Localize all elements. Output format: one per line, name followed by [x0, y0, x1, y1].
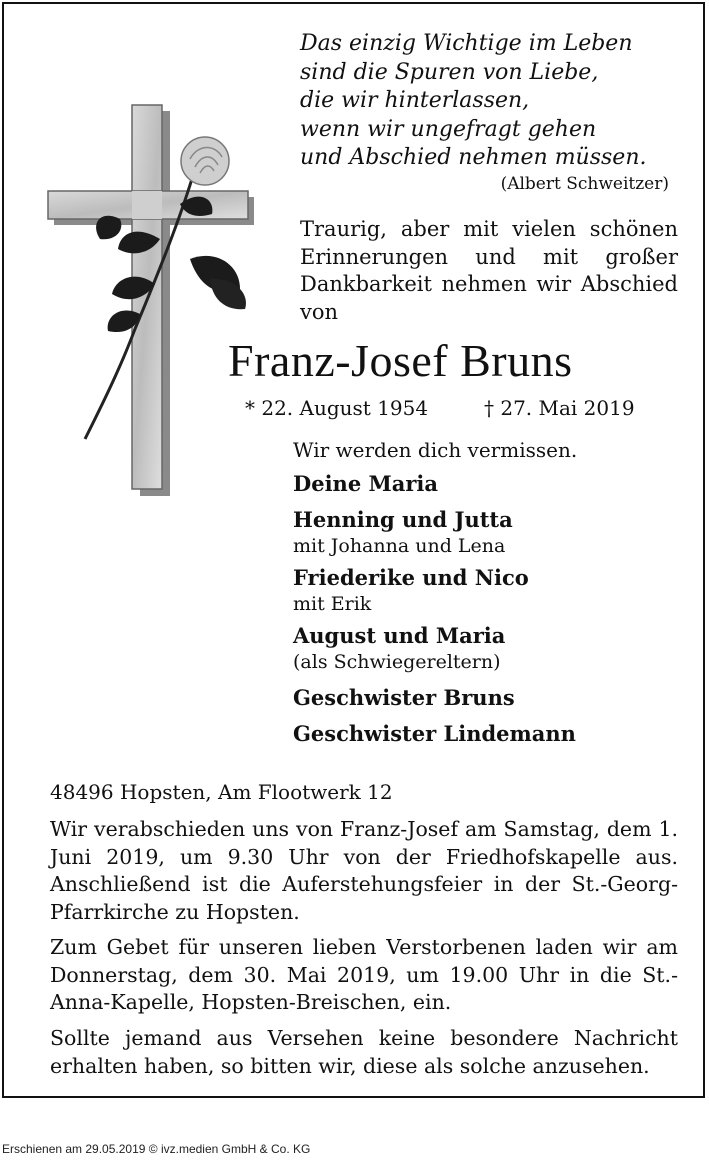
quote-line: und Abschied nehmen müssen. [300, 145, 647, 170]
mourners-list [293, 470, 693, 748]
quote-author: (Albert Schweitzer) [500, 174, 669, 194]
quote-line: wenn wir ungefragt gehen [300, 116, 597, 142]
mourner-name: August und Maria [293, 623, 506, 648]
intro-text: Traurig, aber mit vielen schönen Erinnerungen und mit großer Dankbarkeit nehmen wir Abschied von [300, 217, 678, 324]
publication-footer: Erschienen am 29.05.2019 © ivz.medien GmbH & Co. KG [2, 1142, 311, 1156]
mourner-name: Henning und Jutta [293, 507, 513, 532]
obituary-frame [2, 2, 705, 1098]
notice-paragraph: Sollte jemand aus Versehen keine besondere Nachricht erhalten haben, so bitten wir, diese als solche anzusehen. [50, 1026, 678, 1078]
mourner-sub: mit Erik [293, 593, 372, 615]
cross-with-rose-icon [40, 99, 265, 499]
mourner-name: Deine Maria [293, 471, 438, 496]
quote-line: sind die Spuren von Liebe, [300, 59, 599, 85]
miss-text: Wir werden dich vermissen. [293, 438, 578, 462]
mourner-name: Geschwister Lindemann [293, 721, 576, 746]
funeral-paragraph: Wir verabschieden uns von Franz-Josef am Samstag, dem 1. Juni 2019, um 9.30 Uhr von der Friedhofskapelle aus. Anschließend ist die Auferstehungsfeier in der St.-Georg-Pfarrkirche zu Hopsten. [50, 817, 678, 924]
address: 48496 Hopsten, Am Flootwerk 12 [50, 780, 393, 804]
mourner-sub: mit Johanna und Lena [293, 535, 506, 557]
deceased-name: Franz-Josef Bruns [228, 335, 573, 386]
death-date: † 27. Mai 2019 [484, 396, 635, 420]
quote-line: die wir hinterlassen, [300, 88, 530, 113]
mourner-name: Friederike und Nico [293, 565, 529, 590]
birth-date: * 22. August 1954 [245, 396, 429, 420]
mourner-sub: (als Schwiegereltern) [293, 651, 501, 673]
prayer-paragraph: Zum Gebet für unseren lieben Verstorbenen laden wir am Donnerstag, dem 30. Mai 2019, um 19.00 Uhr in die St.-Anna-Kapelle, Hopsten-Breischen, ein. [50, 935, 678, 1014]
quote-block [300, 30, 680, 173]
mourner-name: Geschwister Bruns [293, 685, 515, 710]
quote-line: Das einzig Wichtige im Leben [300, 31, 633, 56]
